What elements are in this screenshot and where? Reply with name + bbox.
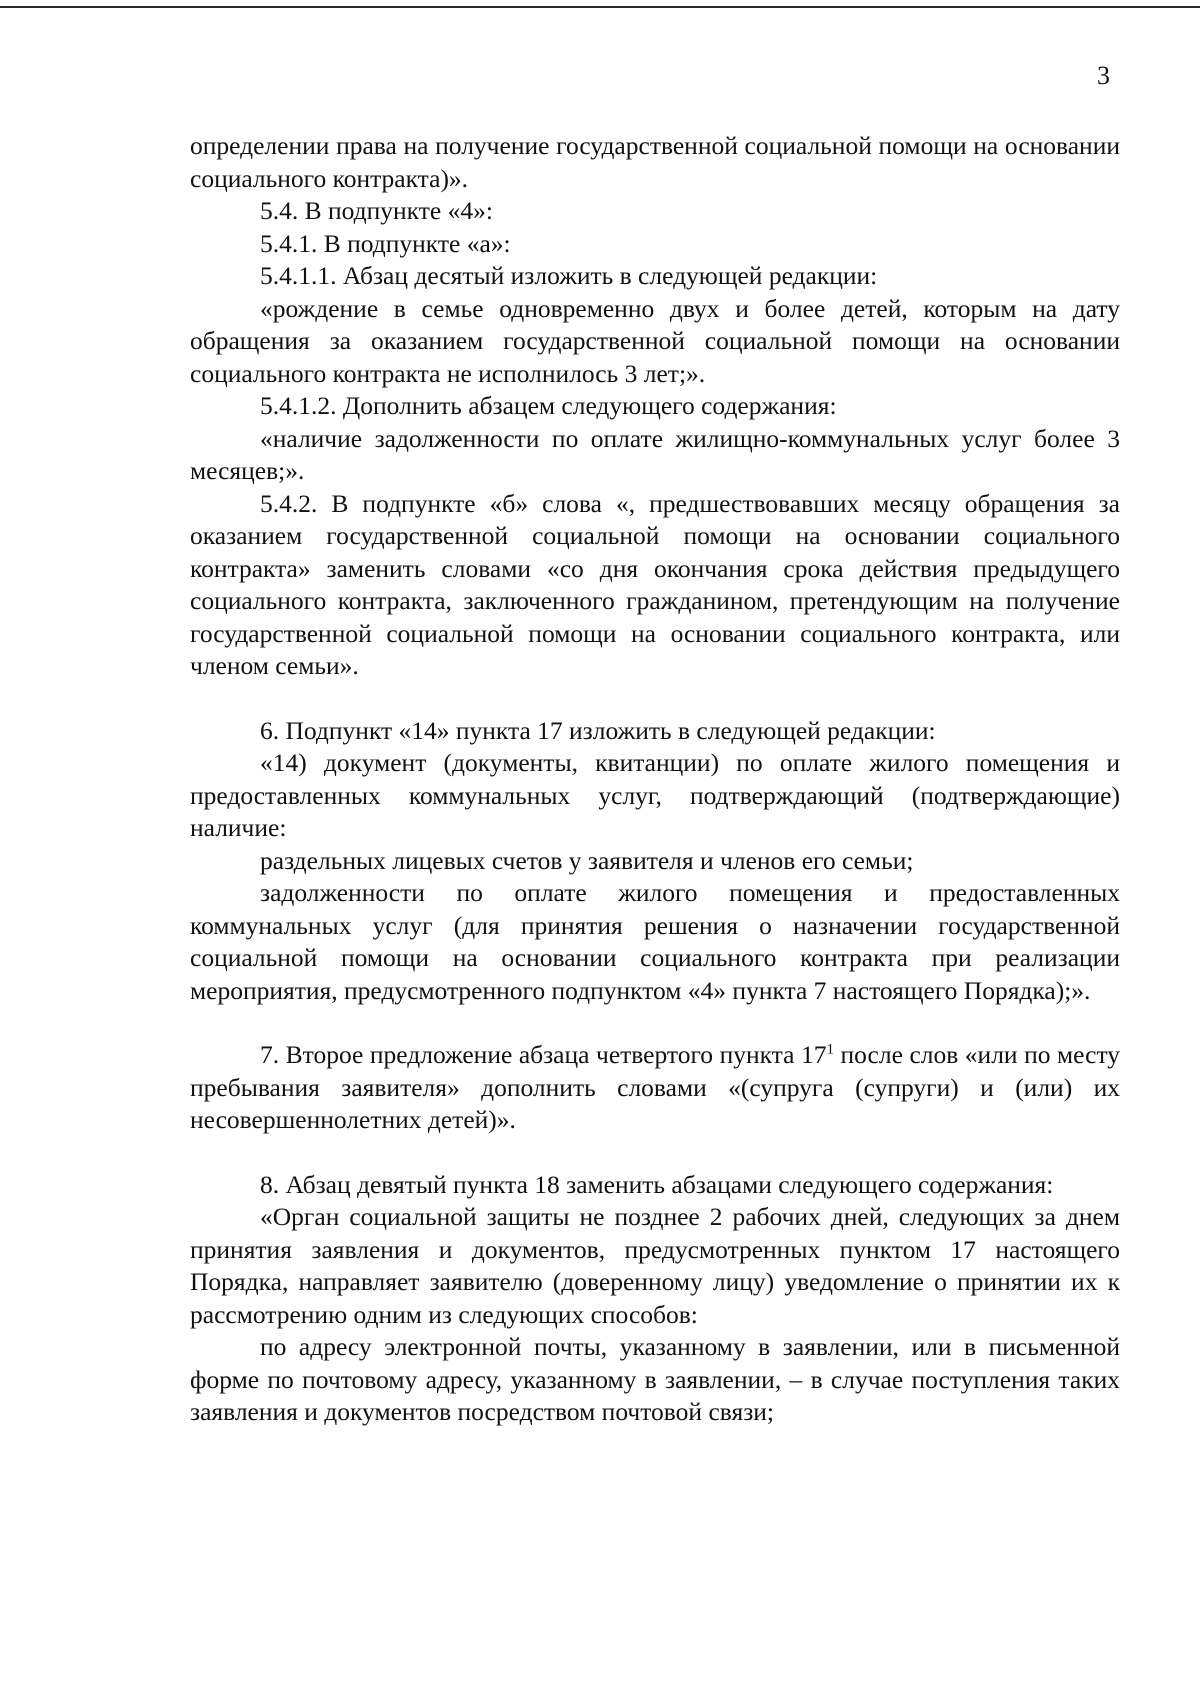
- paragraph-7-start: 7. Второе предложение абзаца четвертого пункта 17: [260, 1040, 827, 1069]
- paragraph-6: 6. Подпункт «14» пункта 17 изложить в следующей редакции:: [260, 715, 936, 745]
- top-border-line: [0, 6, 1200, 8]
- paragraph-6-accounts: раздельных лицевых счетов у заявителя и членов его семьи;: [260, 845, 914, 875]
- paragraph-8: 8. Абзац девятый пункта 18 заменить абзацами следующего содержания:: [260, 1169, 1054, 1199]
- paragraph-continuation: определении права на получение государственной социальной помощи на основании социального контракта)».: [190, 131, 1120, 193]
- document-body: [190, 130, 1120, 1429]
- paragraph-quote-birth: «рождение в семье одновременно двух и более детей, которым на дату обращения за оказанием государственной социальной помощи на основании социального контракта не исполнилось 3 лет;».: [190, 293, 1120, 388]
- paragraph-7-superscript: 1: [826, 1041, 834, 1058]
- page-number: 3: [1097, 61, 1110, 90]
- paragraph-5-4-2: 5.4.2. В подпункте «б» слова «, предшествовавших месяцу обращения за оказанием государственной социальной помощи на основании социального контракта» заменить словами «со дня окончания срока действия предыдущего социального контракта, заключенного гражданином, претендующим на получение государственной социальной помощи на основании социального контракта, или членом семьи».: [190, 488, 1120, 680]
- paragraph-5-4-1: 5.4.1. В подпункте «а»:: [260, 228, 511, 258]
- paragraph-8-email: по адресу электронной почты, указанному в заявлении, или в письменной форме по почтовому адресу, указанному в заявлении, – в случае поступления таких заявления и документов посредством почтовой связи;: [190, 1332, 1120, 1426]
- paragraph-8-quote: «Орган социальной защиты не позднее 2 рабочих дней, следующих за днем принятия заявления и документов, предусмотренных пунктом 17 настоящего Порядка, направляет заявителю (доверенному лицу) уведомление о принятии их к рассмотрению одним из следующих способов:: [190, 1202, 1120, 1329]
- paragraph-6-quote: «14) документ (документы, квитанции) по оплате жилого помещения и предоставленных коммунальных услуг, подтверждающий (подтверждающие) наличие:: [190, 748, 1120, 842]
- paragraph-6-debt: задолженности по оплате жилого помещения и предоставленных коммунальных услуг (для принятия решения о назначении государственной социальной помощи на основании социального контракта при реализации мероприятия, предусмотренного подпунктом «4» пункта 7 настоящего Порядка);».: [190, 878, 1120, 1005]
- paragraph-7: [190, 1039, 1120, 1137]
- paragraph-5-4-1-1: 5.4.1.1. Абзац десятый изложить в следующей редакции:: [260, 261, 878, 290]
- paragraph-7-end: после слов «или по месту пребывания заявителя» дополнить словами «(супруга (супруги) и (или) их несовершеннолетних детей)».: [190, 1040, 1120, 1134]
- paragraph-quote-debt: «наличие задолженности по оплате жилищно-коммунальных услуг более 3 месяцев;».: [190, 423, 1120, 485]
- paragraph-5-4: 5.4. В подпункте «4»:: [260, 196, 493, 225]
- paragraph-5-4-1-2: 5.4.1.2. Дополнить абзацем следующего содержания:: [260, 391, 837, 420]
